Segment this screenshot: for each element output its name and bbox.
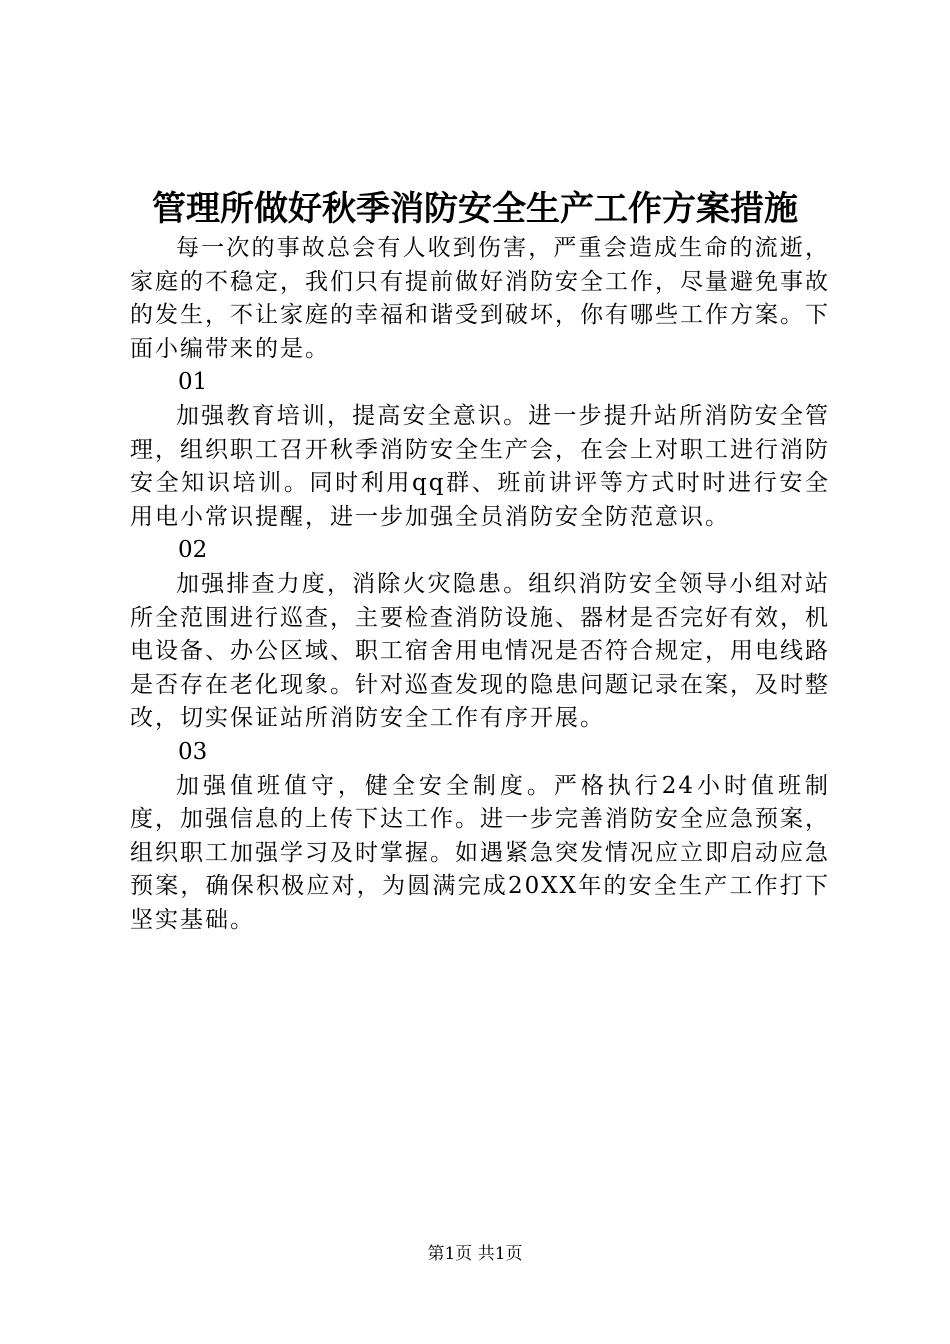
section-paragraph-1: 加强教育培训，提高安全意识。进一步提升站所消防安全管理，组织职工召开秋季消防安全生产会，在会上对职工进行消防安全知识培训。同时利用qq群、班前讲评等方式时时进行安全用电小常识提醒，进一步加强全员消防安全防范意识。 bbox=[130, 402, 830, 530]
page-footer: 第1页 共1页 bbox=[427, 1244, 523, 1264]
section-number-3: 03 bbox=[178, 738, 208, 765]
intro-paragraph: 每一次的事故总会有人收到伤害，严重会造成生命的流逝，家庭的不稳定，我们只有提前做好消防安全工作，尽量避免事故的发生，不让家庭的幸福和谐受到破坏，你有哪些工作方案。下面小编带来的是。 bbox=[130, 235, 830, 362]
section-number-1: 01 bbox=[178, 369, 208, 396]
section-number-2: 02 bbox=[178, 537, 208, 564]
section-paragraph-3: 加强值班值守，健全安全制度。严格执行24小时值班制度，加强信息的上传下达工作。进一步完善消防安全应急预案，组织职工加强学习及时掌握。如遇紧急突发情况应立即启动应急预案，确保积极应对，为圆满完成20XX年的安全生产工作打下坚实基础。 bbox=[130, 772, 830, 933]
document-body bbox=[130, 232, 830, 937]
section-paragraph-2: 加强排查力度，消除火灾隐患。组织消防安全领导小组对站所全范围进行巡查，主要检查消防设施、器材是否完好有效，机电设备、办公区域、职工宿舍用电情况是否符合规定，用电线路是否存在老化现象。针对巡查发现的隐患问题记录在案，及时整改，切实保证站所消防安全工作有序开展。 bbox=[130, 570, 830, 732]
document-title: 管理所做好秋季消防安全生产工作方案措施 bbox=[152, 189, 798, 229]
